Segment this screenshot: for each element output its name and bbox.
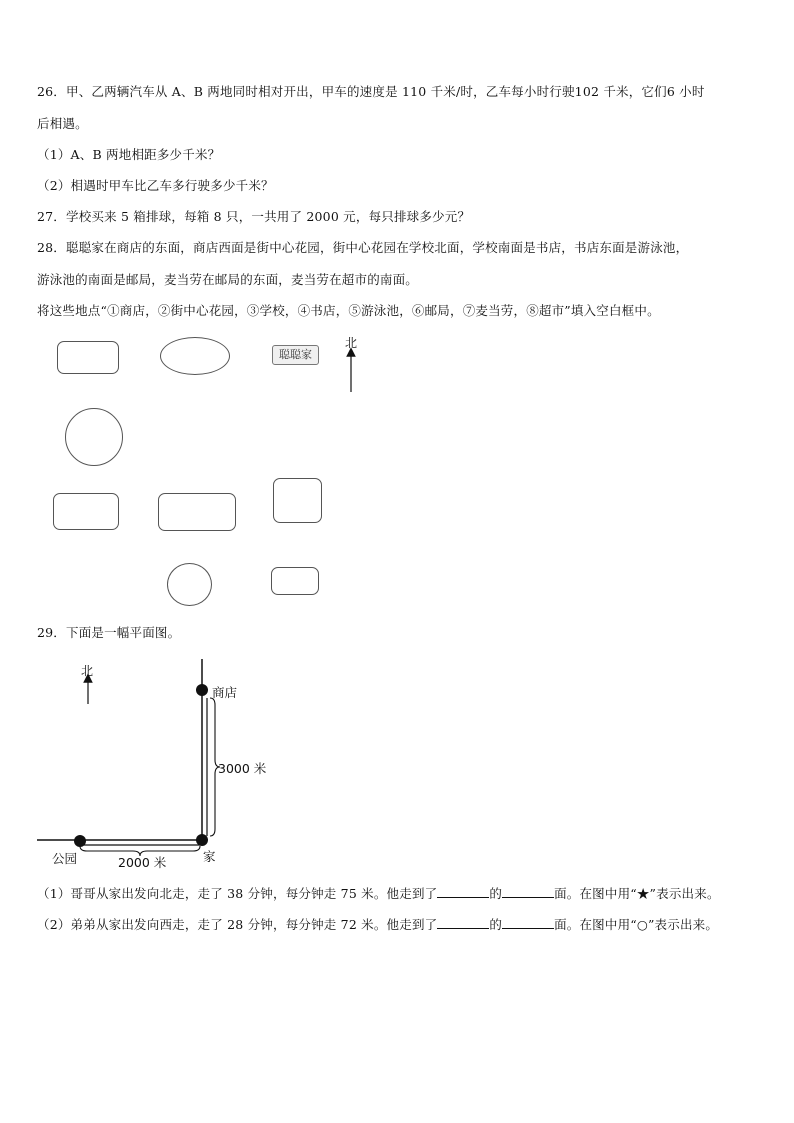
distance-north-label: 3000 米 [218, 761, 267, 776]
park-label: 公园 [52, 851, 78, 866]
answer-blank-3[interactable] [437, 916, 489, 929]
q26-part1: （1）A、B 两地相距多少千米？ [37, 147, 221, 162]
park-dot [74, 835, 86, 847]
q28-north-label: 北 [345, 336, 358, 350]
answer-blank-4[interactable] [502, 916, 554, 929]
q26-part2: （2）相遇时甲车比乙车多行驶多少千米？ [37, 178, 274, 193]
answer-blank-2[interactable] [502, 885, 554, 898]
q29-north-label: 北 [81, 664, 94, 678]
q29-part2-text-a: （2）弟弟从家出发向西走，走了 28 分钟，每分钟走 72 米。他走到了 [37, 917, 438, 932]
shop-dot [196, 684, 208, 696]
q29-title: 29．下面是一幅平面图。 [37, 625, 181, 640]
home-label: 家 [203, 849, 216, 864]
q28-line3: 将这些地点“①商店，②街中心花园，③学校，④书店，⑤游泳池，⑥邮局，⑦麦当劳，⑧超市”填入空白框中。 [37, 303, 660, 318]
q29-part1-text-b: 的 [489, 886, 503, 901]
distance-west-label: 2000 米 [118, 855, 167, 870]
q29-part1 [37, 885, 720, 902]
q26-line2: 后相遇。 [37, 116, 88, 131]
q26-line1: 26．甲、乙两辆汽车从 A、B 两地同时相对开出，甲车的速度是 110 千米/时，乙车每小时行驶102 千米，它们6 小时 [37, 84, 705, 99]
q28-line1: 28．聪聪家在商店的东面，商店西面是街中心花园，街中心花园在学校北面，学校南面是书店，书店东面是游泳池， [37, 240, 689, 255]
home-dot [196, 834, 208, 846]
q29-part1-text-c: 面。在图中用“★”表示出来。 [554, 886, 720, 901]
answer-blank-1[interactable] [437, 885, 489, 898]
q29-part2-text-b: 的 [489, 917, 503, 932]
q29-part2-text-c: 面。在图中用“○”表示出来。 [554, 917, 719, 932]
q28-line2: 游泳池的南面是邮局，麦当劳在邮局的东面，麦当劳在超市的南面。 [37, 272, 419, 287]
q29-part1-text-a: （1）哥哥从家出发向北走，走了 38 分钟，每分钟走 75 米。他走到了 [37, 886, 438, 901]
home-tag: 聪聪家 [272, 345, 319, 365]
shop-label: 商店 [212, 685, 238, 700]
q29-part2 [37, 916, 718, 933]
q27-text: 27．学校买来 5 箱排球，每箱 8 只，一共用了 2000 元，每只排球多少元？ [37, 209, 471, 224]
